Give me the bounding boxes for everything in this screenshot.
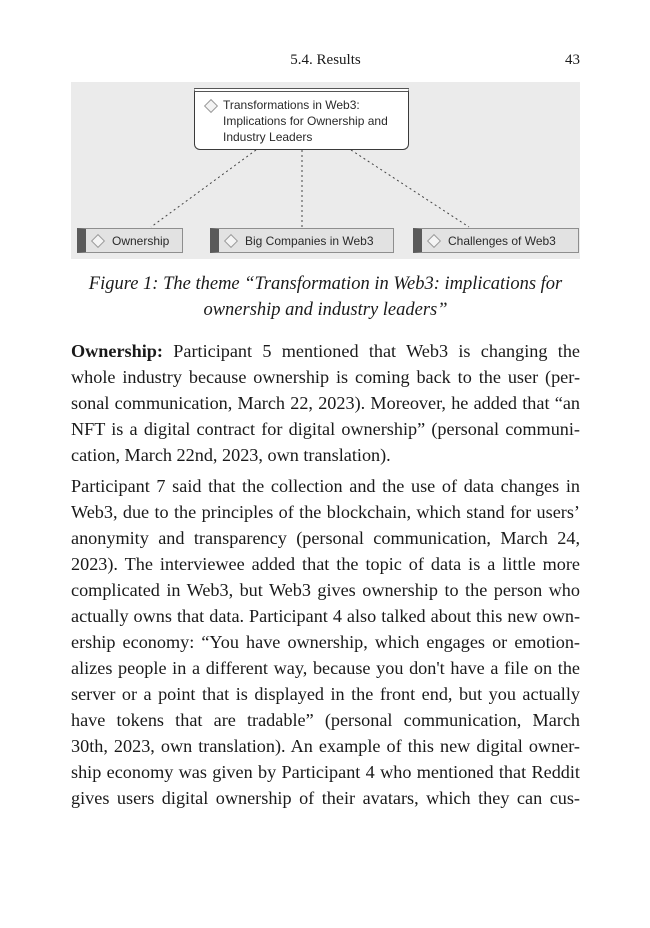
paragraph-line: sonal communication, March 22, 2023). Moreover, he added that “an — [71, 393, 580, 413]
paragraph-line: Participant 7 said that the collection and the use of data changes in — [71, 476, 580, 496]
paragraph-line: gives users digital ownership of their avatars, which they can cus- — [71, 788, 580, 808]
paragraph-line: server or a point that is displayed in the front end, but you actually — [71, 684, 580, 704]
paragraph-line: complicated in Web3, but Web3 gives ownership to the person who — [71, 580, 580, 600]
connector-challenges — [351, 150, 469, 227]
caption-line: ownership and industry leaders” — [203, 300, 448, 320]
root-theme-node — [194, 88, 409, 150]
paragraph-line: have tokens that are tradable” (personal communication, March — [71, 710, 580, 730]
child-node-label: Big Companies in Web3 — [245, 233, 374, 248]
child-node-label: Ownership — [112, 233, 170, 248]
diamond-icon — [427, 233, 441, 247]
paragraph-line: cation, March 22nd, 2023, own translation). — [71, 445, 391, 465]
paragraph-data-ownership — [71, 473, 580, 811]
root-label-line: Implications for Ownership and — [223, 114, 388, 128]
child-node-big-companies — [210, 228, 394, 253]
paragraph-line — [71, 338, 580, 364]
paragraph-ownership — [71, 338, 580, 468]
section-title: 5.4. Results — [290, 52, 361, 68]
paragraph-line: NFT is a digital contract for digital ownership” (personal communi- — [71, 419, 580, 439]
paragraph-lead: Ownership: — [71, 341, 163, 361]
paragraph-line: whole industry because ownership is coming back to the user (per- — [71, 367, 580, 387]
child-node-label: Challenges of Web3 — [448, 233, 556, 248]
figure-caption — [71, 271, 580, 323]
paragraph-text: Participant 5 mentioned that Web3 is changing the — [162, 341, 580, 361]
paragraph-line: ership economy: “You have ownership, which engages or emotion- — [71, 632, 580, 652]
paragraph-line: actually owns that data. Participant 4 also talked about this new own- — [71, 606, 580, 626]
diamond-icon — [204, 99, 218, 113]
root-label-line: Industry Leaders — [223, 130, 313, 144]
paragraph-line: ship economy was given by Participant 4 who mentioned that Reddit — [71, 762, 580, 782]
root-theme-label — [223, 97, 388, 145]
diamond-icon — [224, 233, 238, 247]
child-node-ownership — [77, 228, 183, 253]
paragraph-line: alizes people in a different way, because you don't have a file on the — [71, 658, 580, 678]
caption-line: Figure 1: The theme “Transformation in Web3: implications for — [88, 274, 563, 294]
root-label-line: Transformations in Web3: — [223, 98, 360, 112]
theme-diagram — [71, 82, 580, 259]
diamond-icon — [91, 233, 105, 247]
page-number: 43 — [565, 52, 580, 68]
child-node-challenges — [413, 228, 579, 253]
connector-ownership — [151, 150, 256, 227]
running-header — [71, 52, 580, 74]
paragraph-line: 2023). The interviewee added that the topic of data is a little more — [71, 554, 580, 574]
paragraph-line: Web3, due to the principles of the blockchain, which stand for users’ — [71, 502, 580, 522]
paragraph-line: 30th, 2023, own translation). An example of this new digital owner- — [71, 736, 580, 756]
paragraph-line: anonymity and transparency (personal communication, March 24, — [71, 528, 580, 548]
